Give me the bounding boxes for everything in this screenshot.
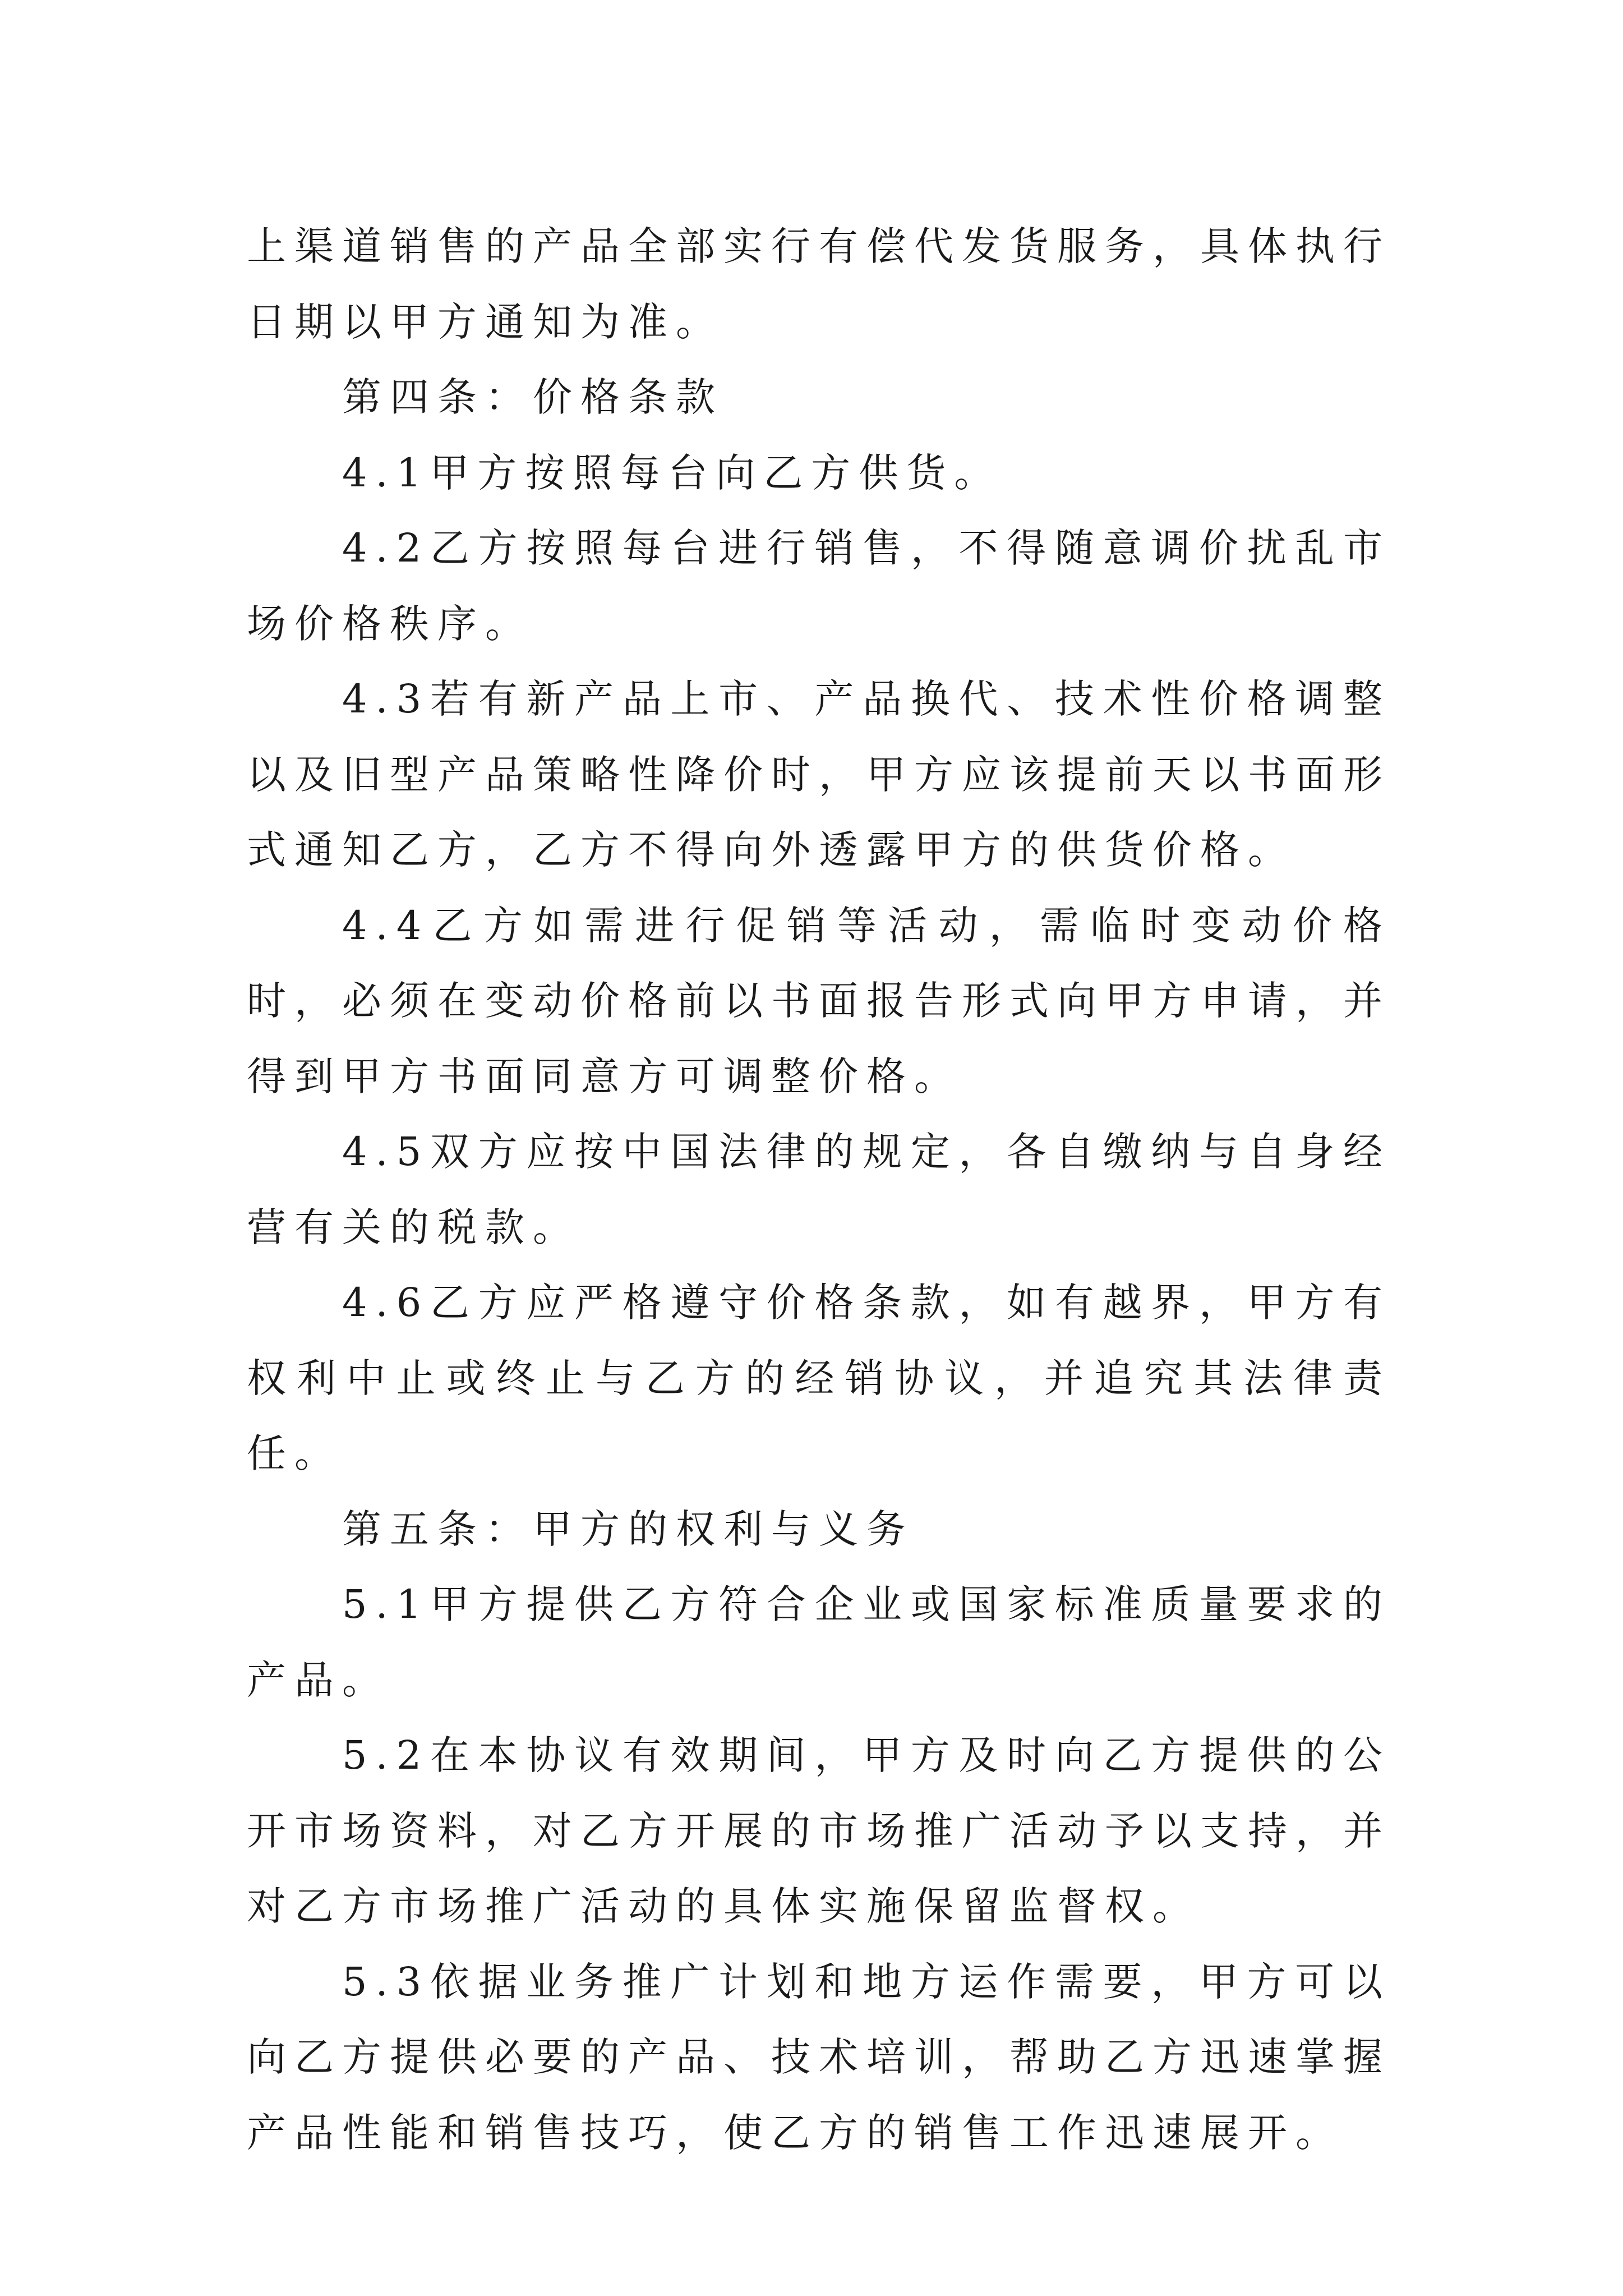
section-heading-5: 第五条：甲方的权利与义务 [342,1506,914,1552]
section-heading-4: 第四条：价格条款 [342,374,723,420]
clause-5-3: 5.3依据业务推广计划和地方运作需要，甲方可以向乙方提供必要的产品、技术培训，帮助乙方迅速掌握产品性能和销售技巧，使乙方的销售工作迅速展开。 [247,1958,1391,2156]
paragraph-continuation: 上渠道销售的产品全部实行有偿代发货服务，具体执行日期以甲方通知为准。 [247,223,1391,345]
clause-4-3: 4.3若有新产品上市、产品换代、技术性价格调整以及旧型产品策略性降价时，甲方应该提前天以书面形式通知乙方，乙方不得向外透露甲方的供货价格。 [247,676,1391,873]
clause-4-5: 4.5双方应按中国法律的规定，各自缴纳与自身经营有关的税款。 [247,1129,1391,1250]
clause-4-1: 4.1甲方按照每台向乙方供货。 [342,449,1002,496]
clause-5-2: 5.2在本协议有效期间，甲方及时向乙方提供的公开市场资料，对乙方开展的市场推广活动予以支持，并对乙方市场推广活动的具体实施保留监督权。 [247,1732,1391,1929]
clause-4-2: 4.2乙方按照每台进行销售，不得随意调价扰乱市场价格秩序。 [247,525,1391,647]
clause-4-6: 4.6乙方应严格遵守价格条款，如有越界，甲方有权利中止或终止与乙方的经销协议，并追究其法律责任。 [247,1280,1391,1476]
clause-5-1: 5.1甲方提供乙方符合企业或国家标准质量要求的产品。 [247,1581,1391,1703]
document-body [247,209,1391,2170]
clause-4-4: 4.4乙方如需进行促销等活动，需临时变动价格时，必须在变动价格前以书面报告形式向甲方申请，并得到甲方书面同意方可调整价格。 [247,902,1391,1099]
